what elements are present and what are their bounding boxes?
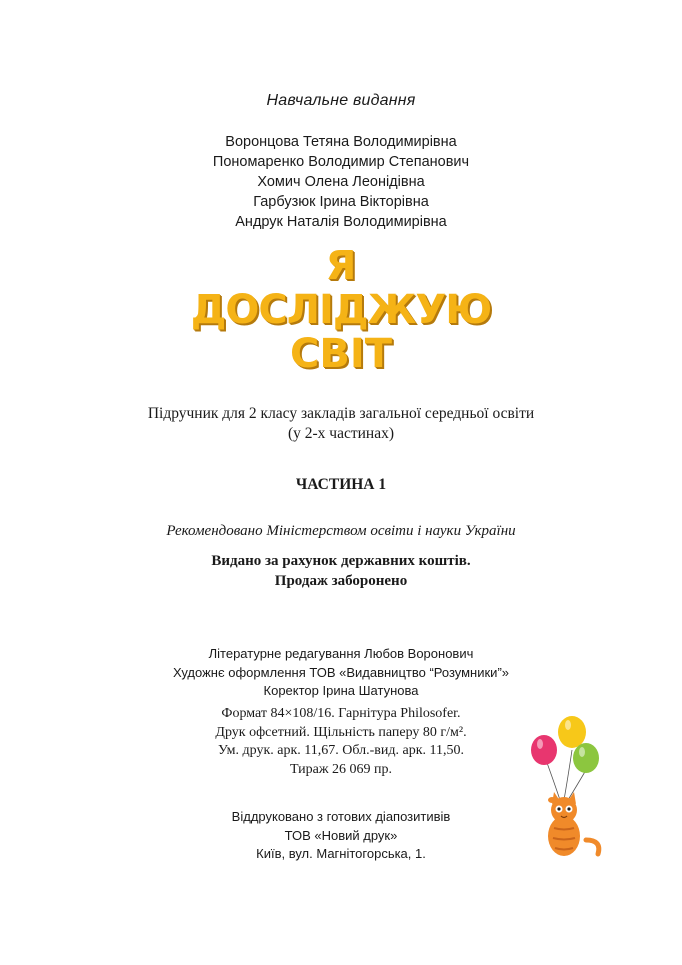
- printer-line: Київ, вул. Магнітогорська, 1.: [256, 846, 426, 861]
- spec-line: Формат 84×108/16. Гарнітура Philosofer.: [221, 706, 461, 721]
- title-line-1: Я: [325, 243, 357, 289]
- pink-balloon-icon: [531, 735, 557, 765]
- printer-line: Віддруковано з готових діапозитивів: [231, 809, 451, 824]
- subtitle-line: (у 2-х частинах): [287, 425, 395, 442]
- author: Хомич Олена Леонідівна: [257, 174, 425, 190]
- funding-note: [0, 551, 682, 591]
- credit-line: Художнє оформлення ТОВ «Видавництво “Розумники”»: [172, 664, 510, 680]
- cat-icon: [548, 792, 599, 856]
- credit-line: Літературне редагування Любов Воронович: [208, 646, 474, 661]
- authors-list: [0, 132, 682, 232]
- printer-line: ТОВ «Новий друк»: [284, 827, 398, 843]
- edition-type: Навчальне видання: [266, 92, 416, 109]
- credit-line: Коректор Ірина Шатунова: [263, 683, 419, 698]
- funding-line: Продаж заборонено: [274, 573, 408, 589]
- subtitle: [0, 404, 682, 444]
- book-title: [0, 244, 682, 376]
- subtitle-line: Підручник для 2 класу закладів загальної середньої освіти: [147, 405, 535, 422]
- recommendation: Рекомендовано Міністерством освіти і науки України: [166, 523, 516, 539]
- cat-with-balloons-illustration: [528, 712, 608, 862]
- part-number: ЧАСТИНА 1: [295, 476, 387, 493]
- title-line-3: СВІТ: [289, 331, 392, 377]
- yellow-balloon-icon: [558, 716, 586, 748]
- author: Гарбузюк Ірина Вікторівна: [253, 194, 429, 210]
- author: Андрук Наталія Володимирівна: [235, 214, 447, 230]
- title-line-2: ДОСЛІДЖУЮ: [190, 287, 492, 333]
- author: Пономаренко Володимир Степанович: [212, 154, 470, 170]
- spec-line: Ум. друк. арк. 11,67. Обл.-вид. арк. 11,50.: [217, 743, 465, 758]
- spec-line: Друк офсетний. Щільність паперу 80 г/м².: [215, 724, 467, 740]
- green-balloon-icon: [573, 743, 599, 773]
- spec-line: Тираж 26 069 пр.: [289, 761, 393, 777]
- author: Воронцова Тетяна Володимирівна: [225, 134, 457, 150]
- funding-line: Видано за рахунок державних коштів.: [211, 553, 471, 569]
- credits: [0, 645, 682, 701]
